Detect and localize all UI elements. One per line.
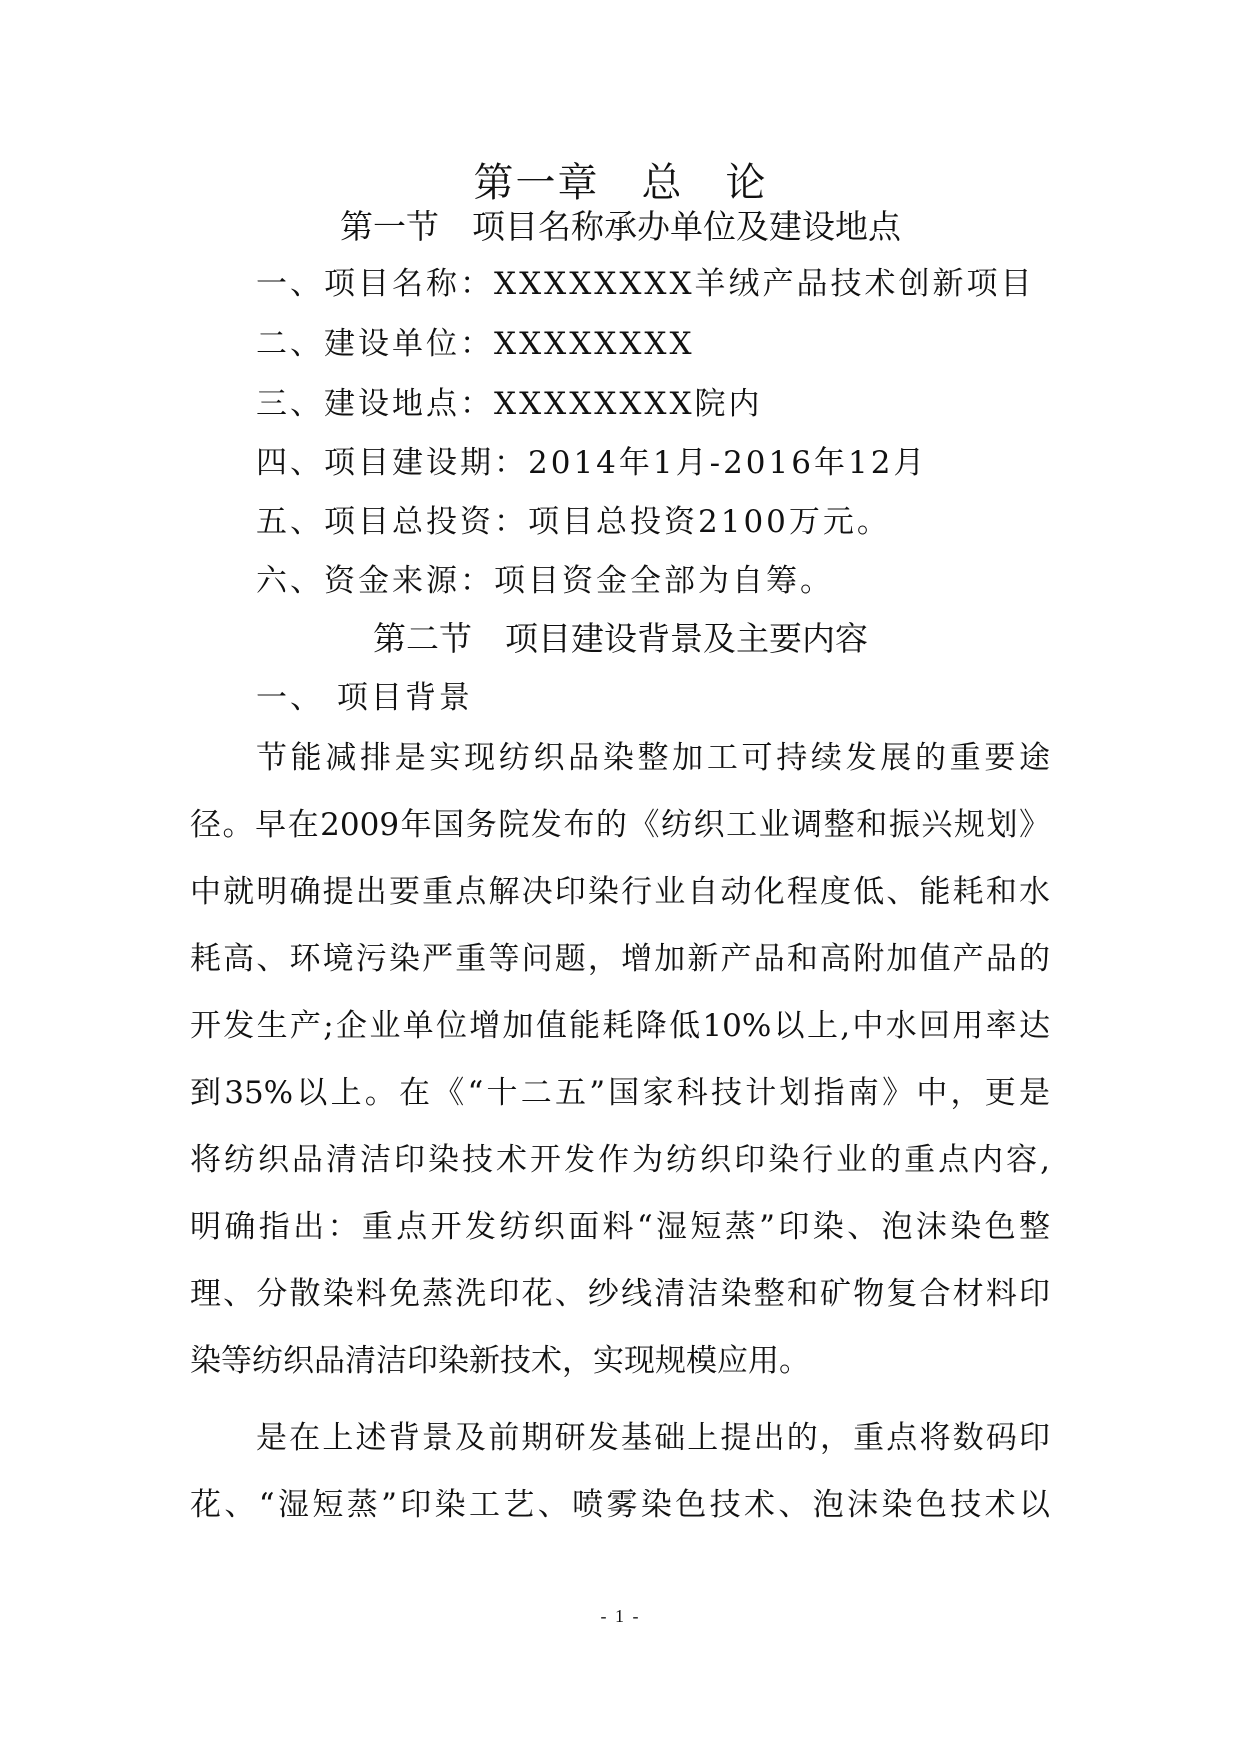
section-title-2: 第二节 项目建设背景及主要内容 <box>373 619 868 658</box>
item-construction-site: 三、建设地点：XXXXXXXX院内 <box>256 386 763 422</box>
subheading-project-background: 一、 项目背景 <box>256 680 473 716</box>
paragraph-line: 耗高、环境污染严重等问题，增加新产品和高附加值产品的 <box>190 941 1050 977</box>
paragraph-background <box>190 734 1050 1404</box>
paragraph-line: 是在上述背景及前期研发基础上提出的，重点将数码印 <box>256 1420 1050 1456</box>
paragraph-line: 径。早在2009年国务院发布的《纺织工业调整和振兴规划》 <box>190 807 1050 843</box>
item-total-investment: 五、项目总投资：项目总投资2100万元。 <box>256 504 891 540</box>
item-construction-period: 四、项目建设期：2014年1月-2016年12月 <box>256 445 928 481</box>
chapter-title: 第一章 总 论 <box>473 160 768 206</box>
paragraph-line: 明确指出：重点开发纺织面料“湿短蒸”印染、泡沫染色整 <box>190 1209 1050 1245</box>
item-funding-source: 六、资金来源：项目资金全部为自筹。 <box>256 563 834 599</box>
paragraph-line: 开发生产;企业单位增加值能耗降低10%以上,中水回用率达 <box>190 1008 1050 1044</box>
item-construction-unit: 二、建设单位：XXXXXXXX <box>256 326 695 362</box>
paragraph-line: 染等纺织品清洁印染新技术，实现规模应用。 <box>190 1343 810 1379</box>
paragraph-line: 花、“湿短蒸”印染工艺、喷雾染色技术、泡沫染色技术以 <box>190 1487 1050 1523</box>
paragraph-summary <box>190 1414 1050 1548</box>
paragraph-line: 理、分散染料免蒸洗印花、纱线清洁染整和矿物复合材料印 <box>190 1276 1050 1312</box>
paragraph-line: 将纺织品清洁印染技术开发作为纺织印染行业的重点内容, <box>190 1142 1050 1178</box>
paragraph-line: 中就明确提出要重点解决印染行业自动化程度低、能耗和水 <box>190 874 1050 910</box>
page-number: - 1 - <box>600 1606 641 1626</box>
item-project-name: 一、项目名称：XXXXXXXX羊绒产品技术创新项目 <box>256 266 1035 302</box>
paragraph-line: 节能减排是实现纺织品染整加工可持续发展的重要途 <box>256 740 1050 776</box>
paragraph-line: 到35%以上。在《“十二五”国家科技计划指南》中，更是 <box>190 1075 1050 1111</box>
section-title-1: 第一节 项目名称承办单位及建设地点 <box>340 207 901 246</box>
